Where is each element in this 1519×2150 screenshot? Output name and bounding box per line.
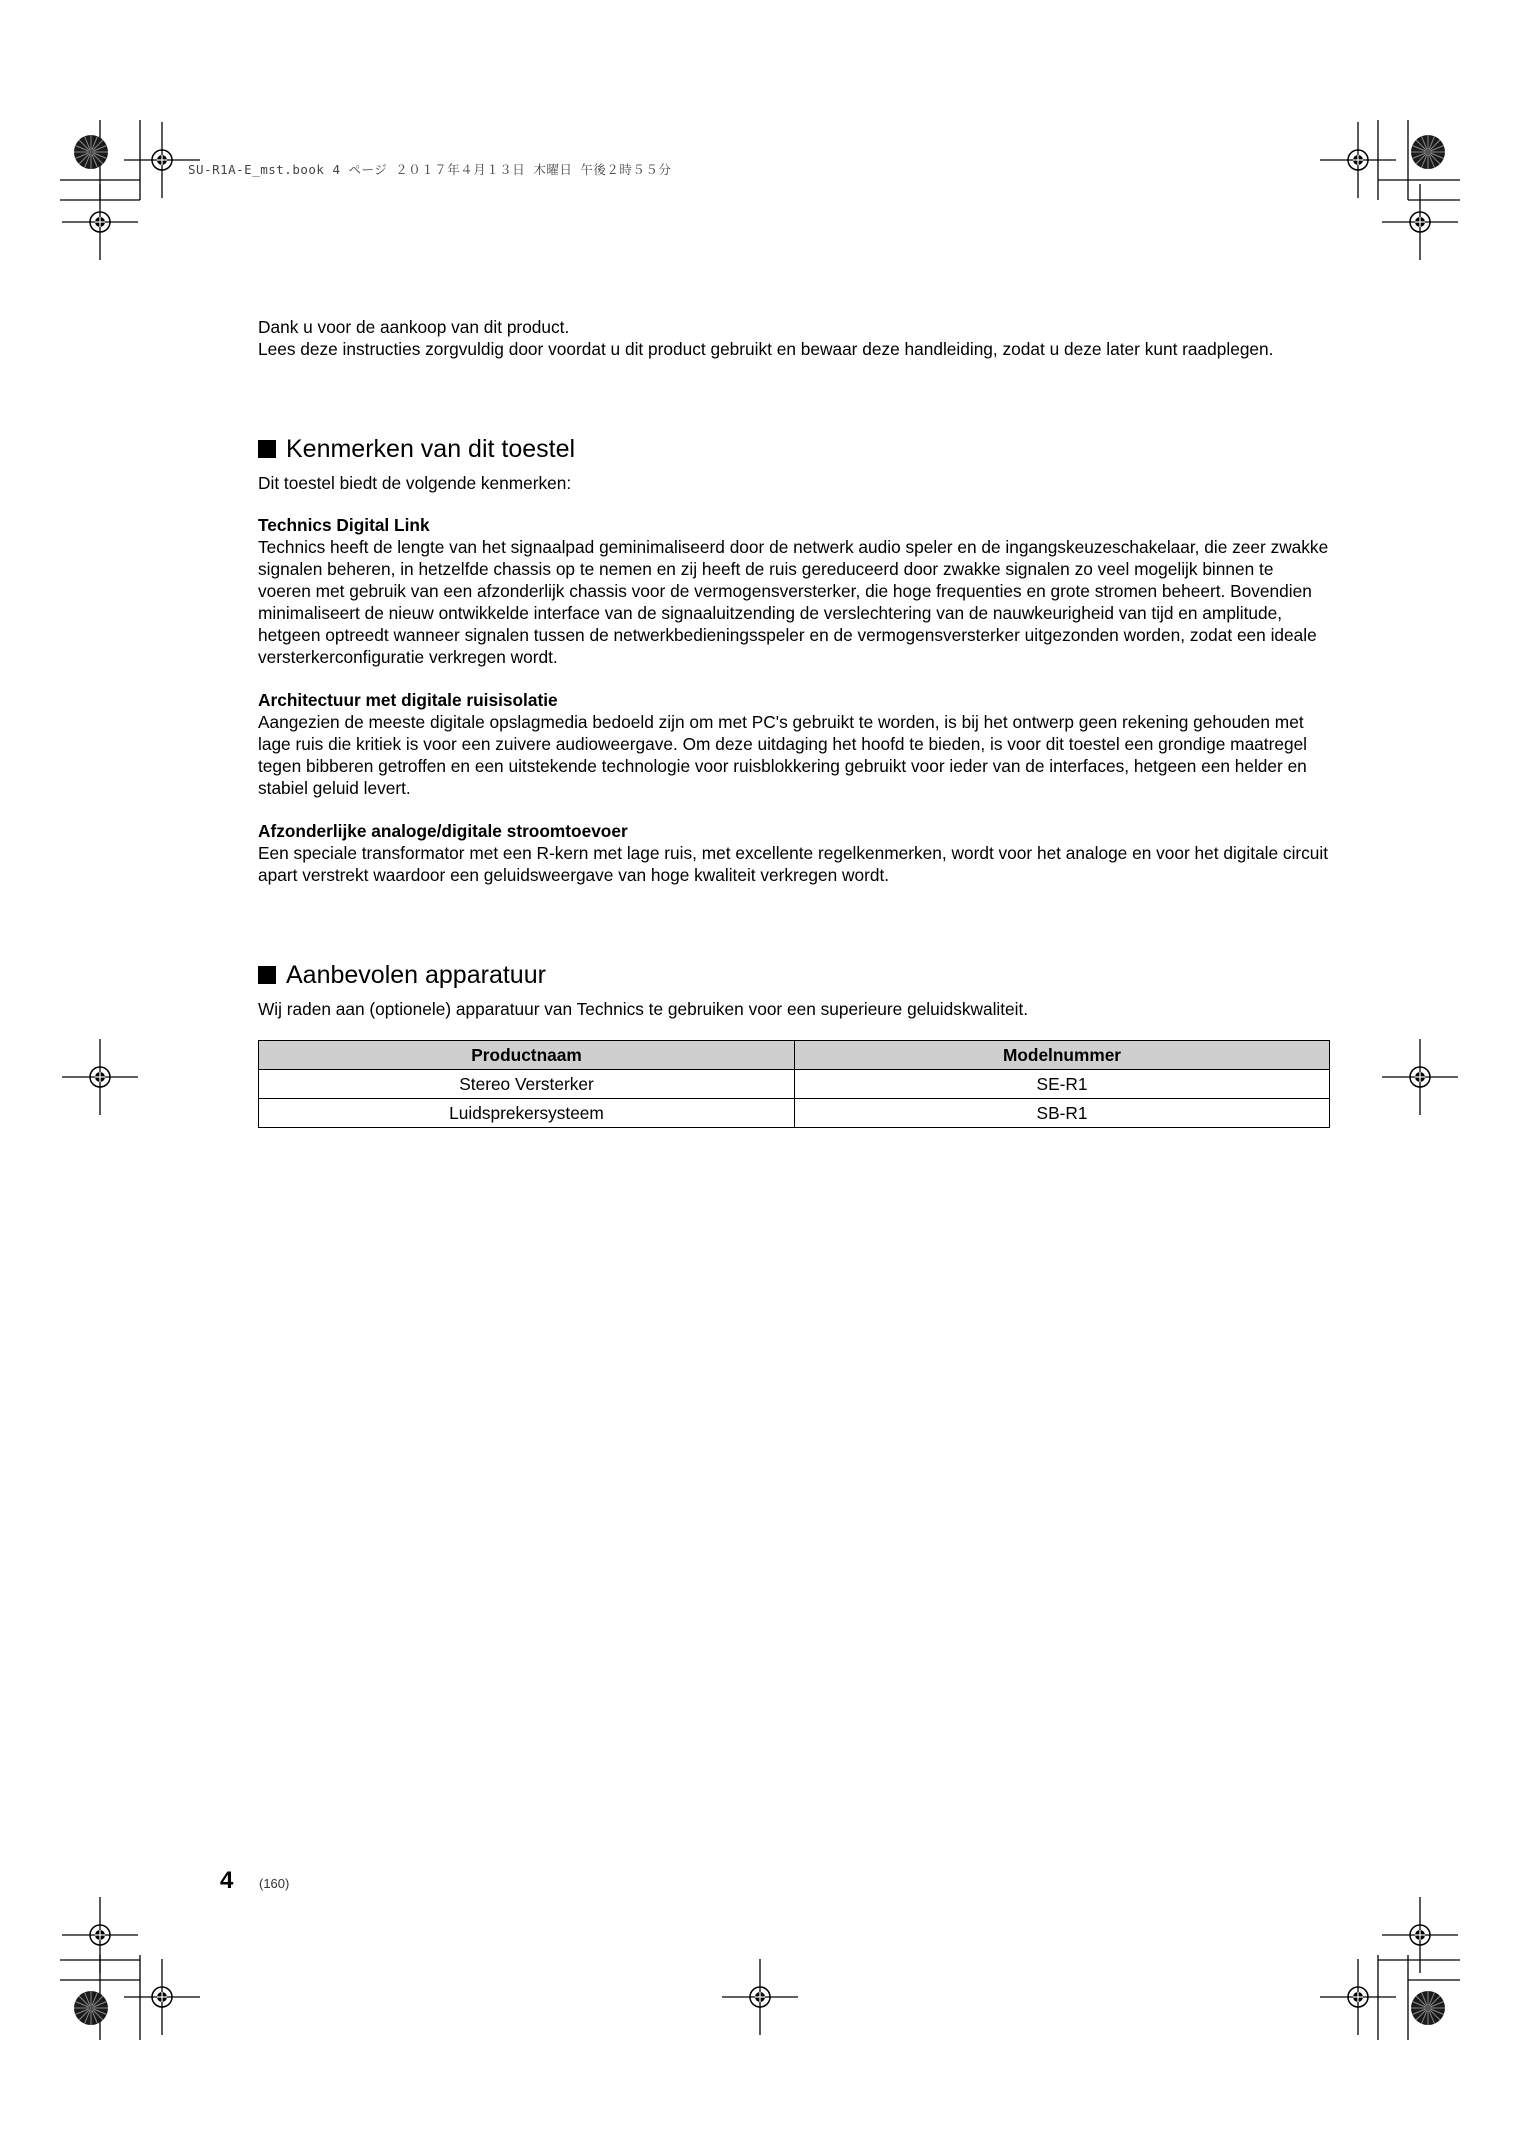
feature-item: [258, 514, 1330, 668]
features-section: [258, 434, 1330, 886]
feature-item: [258, 689, 1330, 799]
black-square-icon: [258, 440, 276, 458]
recommended-equipment-table: [258, 1040, 1330, 1128]
column-header-product: Productnaam: [259, 1041, 795, 1070]
feature-body: Aangezien de meeste digitale opslagmedia bedoeld zijn om met PC's gebruikt te worden, is bij het ontwerp geen rekening gehouden met lage ruis die kritiek is voor een zuivere audioweergave. Om deze uitdaging het hoofd te bieden, is voor dit toestel een grondige maatregel tegen bibberen getroffen en een uitstekende technologie voor ruisblokkering gebruikt voor ieder van de interfaces, hetgeen een helder en stabiel geluid levert.: [258, 712, 1308, 798]
black-square-icon: [258, 966, 276, 984]
equipment-lead: Wij raden aan (optionele) apparatuur van Technics te gebruiken voor een superieure geluidskwaliteit.: [258, 999, 1029, 1019]
equipment-section: [258, 960, 1330, 1128]
intro-line-2: Lees deze instructies zorgvuldig door voordat u dit product gebruikt en bewaar deze handleiding, zodat u deze later kunt raadplegen.: [258, 339, 1274, 359]
model-number-cell: SE-R1: [795, 1070, 1330, 1099]
feature-body: Een speciale transformator met een R-kern met lage ruis, met excellente regelkenmerken, wordt voor het analoge en voor het digitale circuit apart verstrekt waardoor een geluidsweergave van hoge kwaliteit verkregen wordt.: [258, 843, 1329, 885]
equipment-section-heading: [258, 960, 1330, 990]
features-section-title: Kenmerken van dit toestel: [286, 435, 576, 463]
table-row: [259, 1070, 1330, 1099]
product-name-cell: Stereo Versterker: [259, 1070, 795, 1099]
intro-line-1: Dank u voor de aankoop van dit product.: [258, 317, 570, 337]
feature-item: [258, 820, 1330, 886]
feature-title: Architectuur met digitale ruisisolatie: [258, 690, 558, 710]
equipment-section-title: Aanbevolen apparatuur: [286, 961, 546, 989]
features-section-heading: [258, 434, 1330, 464]
product-name-cell: Luidsprekersysteem: [259, 1099, 795, 1128]
model-number-cell: SB-R1: [795, 1099, 1330, 1128]
page-number: 4: [220, 1867, 234, 1894]
feature-body: Technics heeft de lengte van het signaalpad geminimaliseerd door de netwerk audio speler en de ingangskeuzeschakelaar, die zeer zwakke signalen beheren, in hetzelfde chassis op te nemen en zij heeft de ruis gereduceerd door zwakke signalen zo veel mogelijk binnen te voeren met gebruik van een afzonderlijk chassis voor de vermogensversterker, die hoge frequenties en grote stromen beheert. Bovendien minimaliseert de nieuw ontwikkelde interface van de signaaluitzending de verslechtering van de nauwkeurigheid van tijd en amplitude, hetgeen optreedt wanneer signalen tussen de netwerkbedieningsspeler en de vermogensversterker uitgezonden worden, zodat een ideale versterkerconfiguratie verkregen wordt.: [258, 537, 1329, 667]
table-row: [259, 1099, 1330, 1128]
column-header-model: Modelnummer: [795, 1041, 1330, 1070]
page-reference: (160): [259, 1876, 290, 1891]
feature-title: Technics Digital Link: [258, 515, 430, 535]
features-lead: Dit toestel biedt de volgende kenmerken:: [258, 473, 572, 493]
feature-title: Afzonderlijke analoge/digitale stroomtoevoer: [258, 821, 628, 841]
table-header-row: [259, 1041, 1330, 1070]
file-meta-header: SU-R1A-E_mst.book 4 ページ ２０１７年４月１３日 木曜日 午後２時５５分: [188, 162, 672, 177]
page-content: [258, 316, 1330, 1128]
intro-text: [258, 316, 1330, 360]
